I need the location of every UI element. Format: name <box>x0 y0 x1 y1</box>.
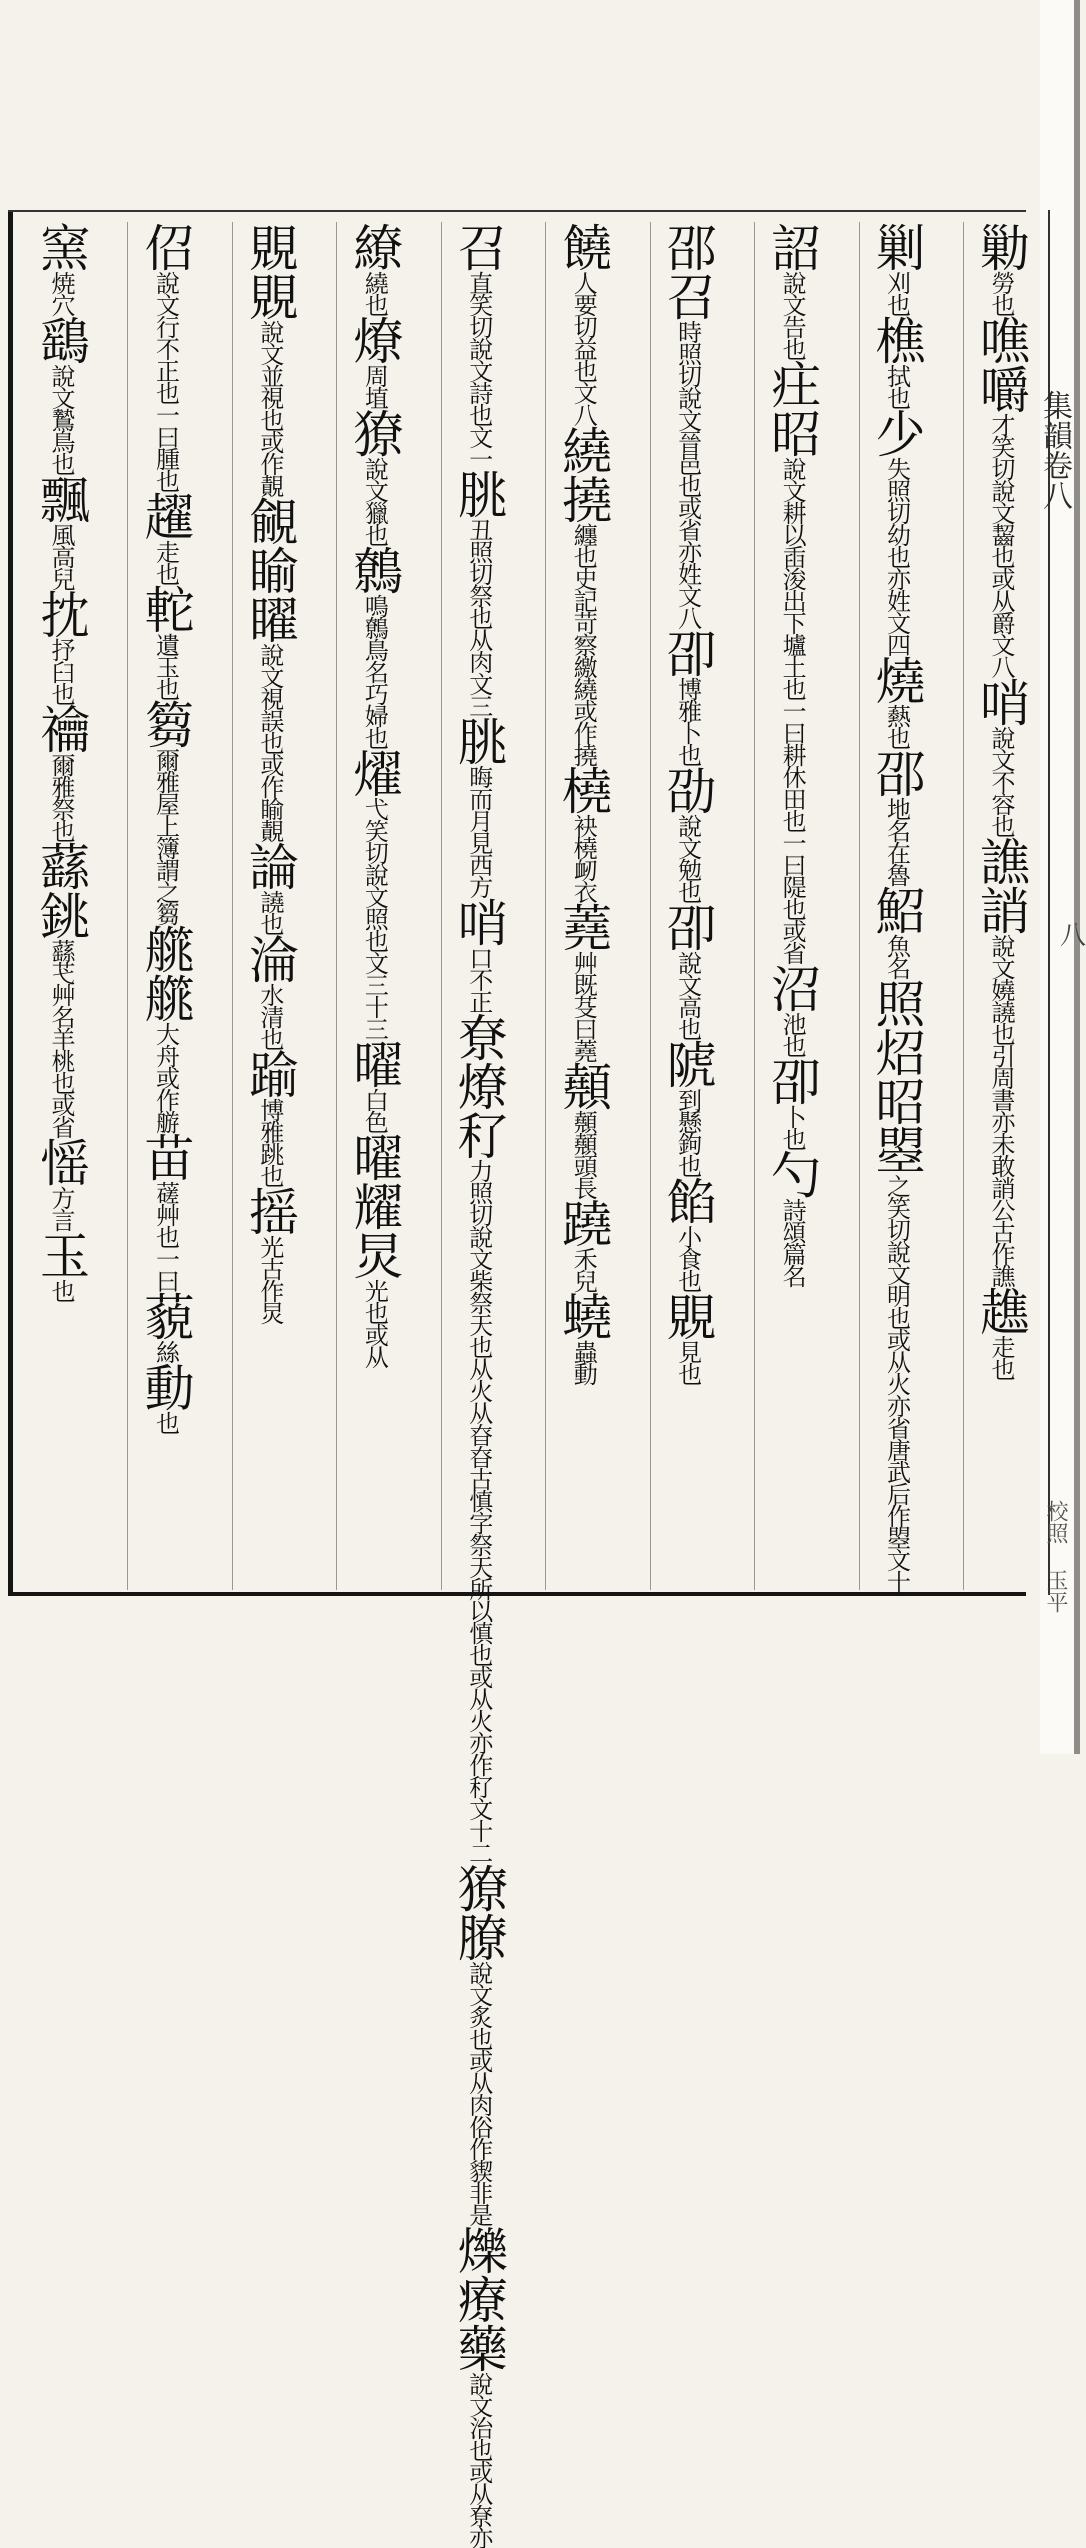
headword: 愮 <box>32 1137 90 1186</box>
headword: 曜 <box>345 1132 404 1181</box>
headword: 論 <box>240 841 299 890</box>
text-column-8 <box>232 222 305 1590</box>
text-column-3 <box>754 222 827 1590</box>
headword: 矅 <box>240 594 299 643</box>
headword: 㽵 <box>763 359 822 408</box>
gloss: 焼穴 <box>47 271 75 315</box>
headword: 嚼 <box>971 364 1030 413</box>
gloss: 人要切益也文八 <box>569 271 598 425</box>
headword: 劭 <box>658 765 717 814</box>
text-column-2 <box>859 222 932 1590</box>
text-column-7 <box>336 222 409 1590</box>
headword: 少 <box>867 408 926 457</box>
headword: 召 <box>449 222 508 271</box>
headword: 昭 <box>763 408 822 457</box>
headword: 樵 <box>867 315 926 364</box>
gloss: 博雅跳也 <box>255 1098 284 1186</box>
gloss: 直笑切說文詩也文一 <box>464 271 493 469</box>
headword: 邵 <box>658 222 717 271</box>
headword: 耀 <box>345 1181 404 1230</box>
headword: 鮉 <box>867 885 926 934</box>
headword: 藥 <box>449 2323 508 2372</box>
headword: 噍 <box>971 315 1030 364</box>
headword: 卲 <box>658 628 717 677</box>
gloss: 丑照切祭也从肉文三 <box>464 518 493 716</box>
headword: 爍 <box>449 2225 508 2274</box>
headword: 覞 <box>658 1291 717 1340</box>
text-column-1 <box>963 222 1036 1590</box>
frame-top-rule <box>8 210 1026 212</box>
gloss: 地名在魯 <box>882 797 911 885</box>
headword: 曜 <box>345 1039 404 1088</box>
headword: 沼 <box>763 963 822 1012</box>
headword: 繞 <box>554 425 613 474</box>
headword: 禴 <box>32 704 90 753</box>
gloss: 說文耕以臿浚出下壚土也一曰耕休田也一曰隄也或省 <box>778 457 807 963</box>
headword: 召 <box>658 271 717 320</box>
gloss: 風高兒 <box>47 523 75 589</box>
headword: 艞 <box>136 924 195 973</box>
gloss: 也 <box>47 1279 75 1301</box>
text-column-5 <box>545 222 618 1590</box>
gloss: 白色 <box>360 1088 389 1132</box>
gloss: 詩頌篇名 <box>778 1198 807 1286</box>
gloss: 說文視誤也或作睮䚍 <box>255 643 284 841</box>
gloss: 說文並視也或作䚍 <box>255 320 284 496</box>
gloss: 艸既芟曰蕘 <box>569 951 598 1061</box>
gloss: 繞也 <box>360 271 389 315</box>
gloss: 力照切說文柴祭天也从火从昚昚古慎字祭天所以慎也或从火亦作䄦文十二 <box>464 1159 493 1863</box>
gloss: 禾兒 <box>569 1247 598 1291</box>
headword: 燎 <box>345 315 404 364</box>
gloss: 顤顤頭長 <box>569 1110 598 1198</box>
headword: 艞 <box>136 973 195 1022</box>
gloss: 見也 <box>673 1340 702 1384</box>
gloss: 拭也 <box>882 364 911 408</box>
headword: 邵 <box>867 748 926 797</box>
gloss: 蘨芅艸名羊桃也或省 <box>47 939 75 1137</box>
headword: 膫 <box>449 1912 508 1961</box>
gloss: 爾雅屋上簿謂之篘 <box>151 748 180 924</box>
headword: 朓 <box>449 469 508 518</box>
gloss: 口不正 <box>464 946 493 1012</box>
headword: 炅 <box>345 1230 404 1279</box>
headword: 繚 <box>345 222 404 271</box>
gloss: 才笑切說文齧也或从爵文八 <box>986 413 1015 677</box>
headword: 燒 <box>867 655 926 704</box>
headword: 尞燎 <box>449 1012 508 1110</box>
text-column-9 <box>127 222 200 1590</box>
gloss: 說文治也或从尞亦 <box>464 2372 493 2548</box>
headword: 藐 <box>136 1291 195 1340</box>
gloss: 光古作炅 <box>255 1235 284 1323</box>
gloss: 到懸鉤也 <box>673 1088 702 1176</box>
headword: 朓 <box>449 716 508 765</box>
text-column-6 <box>441 222 514 2548</box>
page-number: 八 <box>1060 921 1086 951</box>
headword: 苗 <box>136 1132 195 1181</box>
chapter-header: 集韻卷八 <box>1037 390 1072 510</box>
headword: 淪 <box>240 934 299 983</box>
gloss: 魚名 <box>882 934 911 978</box>
gloss: 博雅卜也 <box>673 677 702 765</box>
headword: 勦 <box>971 222 1030 271</box>
headword: 踰 <box>240 1049 299 1098</box>
headword: 詔 <box>763 222 822 271</box>
gloss: 爇也 <box>882 704 911 748</box>
gloss: 說文行不正也一曰腫也 <box>151 271 180 491</box>
gloss: 晦而月見西方 <box>464 765 493 897</box>
gloss: 說文不容也 <box>986 726 1015 836</box>
gloss: 絲 <box>151 1340 180 1362</box>
headword: 覞 <box>240 271 299 320</box>
headword: 趭 <box>971 1286 1030 1335</box>
gloss: 說文炙也或从肉俗作䝟非是 <box>464 1961 493 2225</box>
headword: 鷯 <box>345 545 404 594</box>
gloss: 遺玉也 <box>151 633 180 699</box>
headword: 䖎 <box>658 1039 717 1088</box>
headword: 佋 <box>136 222 195 271</box>
gloss: 方言 <box>47 1186 75 1230</box>
gloss: 光也或从 <box>360 1279 389 1367</box>
gloss: 說文鷙鳥也 <box>47 364 75 474</box>
gloss: 抒臼也 <box>47 638 75 704</box>
gloss: 爾雅祭也 <box>47 753 75 841</box>
gloss: 池也 <box>778 1012 807 1056</box>
gloss: 說文獵也 <box>360 457 389 545</box>
headword: 卲 <box>763 1056 822 1105</box>
headword: 橈 <box>554 765 613 814</box>
folio-mark: 校照 玉平 <box>1043 1500 1068 1613</box>
gloss: 說文勉也 <box>673 814 702 902</box>
gloss: 說文高也 <box>673 951 702 1039</box>
text-column-10 <box>24 222 96 1590</box>
headword: 療 <box>449 2274 508 2323</box>
headword: 蕘 <box>554 902 613 951</box>
headword: 篘 <box>136 699 195 748</box>
gloss: 譊也 <box>255 890 284 934</box>
headword: 睮 <box>240 545 299 594</box>
gloss: 蟲動 <box>569 1340 598 1384</box>
gloss: 纏也史記苛察繳繞或作撓 <box>569 523 598 765</box>
headword: 燿 <box>345 748 404 797</box>
gloss: 時照切說文晉邑也或省亦姓文八 <box>673 320 702 628</box>
headword: 摇 <box>240 1186 299 1235</box>
headword: 譙誚 <box>971 836 1030 934</box>
headword: 趯 <box>136 491 195 540</box>
headword: 覞 <box>240 222 299 271</box>
headword: 撓 <box>554 474 613 523</box>
headword: 饒 <box>554 222 613 271</box>
gloss: 卜也 <box>778 1105 807 1149</box>
gloss: 之笑切說文明也或从火亦省唐武后作曌文十 <box>882 1174 911 1592</box>
headword: 抌 <box>32 589 90 638</box>
headword: 蘨 <box>32 841 90 890</box>
headword: 顤 <box>554 1061 613 1110</box>
headword: 勺 <box>763 1149 822 1198</box>
gloss: 也 <box>151 1411 180 1433</box>
gloss: 弋笑切說文照也文三十三 <box>360 797 389 1039</box>
gloss: 周埴 <box>360 364 389 408</box>
headword: 蟯 <box>554 1291 613 1340</box>
headword: 哨 <box>971 677 1030 726</box>
gloss: 勞也 <box>986 271 1015 315</box>
headword: 餡 <box>658 1176 717 1225</box>
gloss: 說文嬈譊也引周書亦未敢誚公古作譙 <box>986 934 1015 1286</box>
headword: 鷂 <box>32 315 90 364</box>
gloss: 鳴鷯鳥名巧婦也 <box>360 594 389 748</box>
gloss: 說文告也 <box>778 271 807 359</box>
headword: 䡐 <box>136 584 195 633</box>
headword: 剿 <box>867 222 926 271</box>
gloss: 大舟或作䑻 <box>151 1022 180 1132</box>
headword: 卲 <box>658 902 717 951</box>
headword: 覦 <box>240 496 299 545</box>
headword: 飄 <box>32 474 90 523</box>
gloss: 走也 <box>986 1335 1015 1379</box>
scan-edge <box>1074 0 1080 1754</box>
frame-bottom-rule <box>8 1592 1026 1596</box>
gloss: 水清也 <box>255 983 284 1049</box>
gloss: 䕢艸也一曰 <box>151 1181 180 1291</box>
headword: 玉 <box>32 1230 90 1279</box>
gloss: 走也 <box>151 540 180 584</box>
text-block <box>24 222 1036 2548</box>
headword: 銚 <box>32 890 90 939</box>
headword: 蹺 <box>554 1198 613 1247</box>
headword: 獠 <box>345 408 404 457</box>
headword: 䄦 <box>449 1110 508 1159</box>
headword: 窯 <box>32 222 90 271</box>
gloss: 小食也 <box>673 1225 702 1291</box>
headword: 動 <box>136 1362 195 1411</box>
headword: 哨 <box>449 897 508 946</box>
headword: 獠 <box>449 1863 508 1912</box>
gloss: 失照切幼也亦姓文四 <box>882 457 911 655</box>
gloss: 袂橈衂衣 <box>569 814 598 902</box>
text-column-4 <box>650 222 723 1590</box>
headword: 照炤昭曌 <box>867 978 926 1174</box>
gloss: 刈也 <box>882 271 911 315</box>
